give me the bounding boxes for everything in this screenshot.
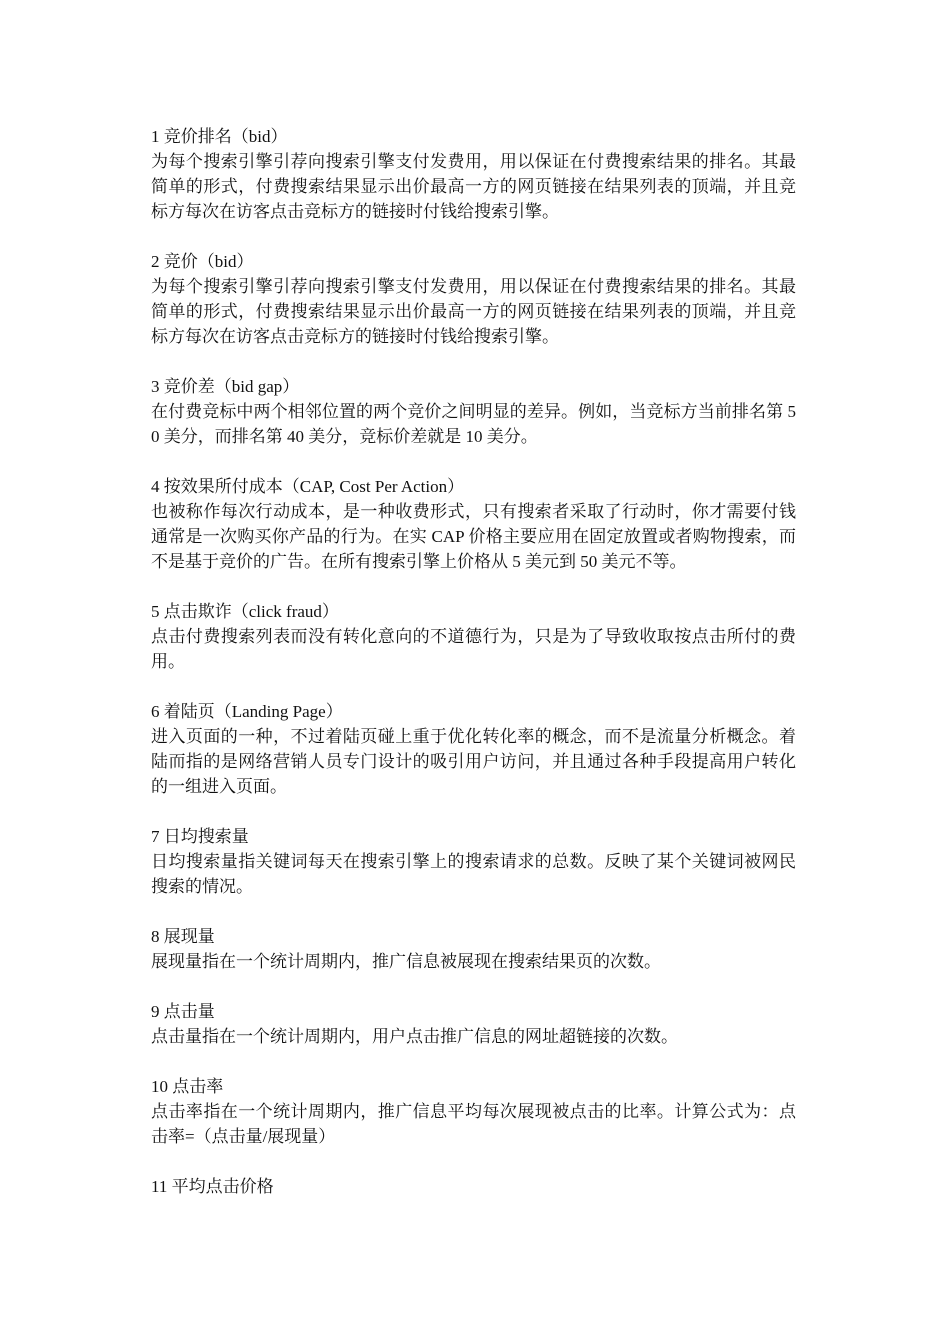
- entry-term: 11 平均点击价格: [151, 1177, 274, 1196]
- glossary-entry-10: [151, 1074, 796, 1149]
- glossary-entry-5: [151, 599, 796, 674]
- glossary-entry-6: [151, 699, 796, 799]
- entry-term: 9 点击量: [151, 1002, 215, 1021]
- entry-term: 1 竞价排名（bid）: [151, 127, 288, 146]
- entry-definition: 为每个搜索引擎引荐向搜索引擎支付发费用，用以保证在付费搜索结果的排名。其最简单的形式，付费搜索结果显示出价最高一方的网页链接在结果列表的顶端，并且竞标方每次在访客点击竞标方的链接时付钱给搜索引擎。: [151, 277, 796, 346]
- entry-term: 10 点击率: [151, 1077, 224, 1096]
- glossary-entry-3: [151, 374, 796, 449]
- entry-definition: 日均搜索量指关键词每天在搜索引擎上的搜索请求的总数。反映了某个关键词被网民搜索的情况。: [151, 852, 796, 896]
- entry-definition: 点击率指在一个统计周期内，推广信息平均每次展现被点击的比率。计算公式为：点击率=（点击量/展现量）: [151, 1102, 796, 1146]
- glossary-content: [151, 124, 796, 1224]
- glossary-entry-7: [151, 824, 796, 899]
- entry-definition: 进入页面的一种，不过着陆页碰上重于优化转化率的概念，而不是流量分析概念。着陆而指的是网络营销人员专门设计的吸引用户访问，并且通过各种手段提高用户转化的一组进入页面。: [151, 727, 796, 796]
- entry-definition: 点击付费搜索列表而没有转化意向的不道德行为，只是为了导致收取按点击所付的费用。: [151, 627, 796, 671]
- entry-definition: 为每个搜索引擎引荐向搜索引擎支付发费用，用以保证在付费搜索结果的排名。其最简单的形式，付费搜索结果显示出价最高一方的网页链接在结果列表的顶端，并且竞标方每次在访客点击竞标方的链接时付钱给搜索引擎。: [151, 152, 796, 221]
- entry-term: 7 日均搜索量: [151, 827, 249, 846]
- entry-definition: 点击量指在一个统计周期内，用户点击推广信息的网址超链接的次数。: [151, 1027, 678, 1046]
- entry-term: 2 竞价（bid）: [151, 252, 254, 271]
- entry-definition: 也被称作每次行动成本，是一种收费形式，只有搜索者采取了行动时，你才需要付钱通常是一次购买你产品的行为。在实 CAP 价格主要应用在固定放置或者购物搜索，而不是基于竞价的广告。在所有搜索引擎上价格从 5 美元到 50 美元不等。: [151, 502, 796, 571]
- entry-definition: 展现量指在一个统计周期内，推广信息被展现在搜索结果页的次数。: [151, 952, 661, 971]
- glossary-entry-8: [151, 924, 796, 974]
- entry-term: 6 着陆页（Landing Page）: [151, 702, 343, 721]
- entry-term: 5 点击欺诈（click fraud）: [151, 602, 339, 621]
- entry-term: 4 按效果所付成本（CAP, Cost Per Action）: [151, 477, 465, 496]
- entry-definition: 在付费竞标中两个相邻位置的两个竞价之间明显的差异。例如，当竞标方当前排名第 50 美分，而排名第 40 美分，竞标价差就是 10 美分。: [151, 402, 796, 446]
- entry-term: 3 竞价差（bid gap）: [151, 377, 300, 396]
- glossary-entry-2: [151, 249, 796, 349]
- entry-term: 8 展现量: [151, 927, 215, 946]
- glossary-entry-1: [151, 124, 796, 224]
- glossary-entry-9: [151, 999, 796, 1049]
- glossary-entry-11: [151, 1174, 796, 1199]
- glossary-entry-4: [151, 474, 796, 574]
